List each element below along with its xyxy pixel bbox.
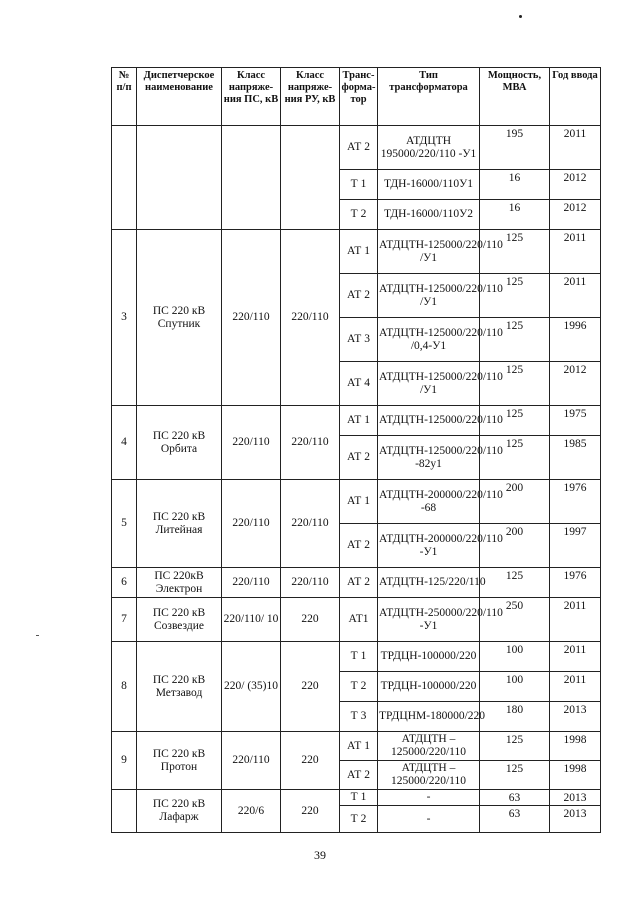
header-ru-class: Класс напряже-ния РУ, кВ: [281, 68, 340, 126]
row-year: 2011: [550, 598, 601, 642]
row-name: ПС 220 кВ Созвездие: [137, 598, 222, 642]
row-year: 2013: [550, 702, 601, 732]
row-ps-class: 220/110: [222, 568, 281, 598]
row-name: [137, 126, 222, 230]
row-ru-class: 220: [281, 598, 340, 642]
table-row: [112, 126, 601, 170]
row-transformer: АТ1: [340, 598, 378, 642]
table-row: [112, 406, 601, 436]
table-row: [112, 480, 601, 524]
row-type: АТДЦТН-200000/220/110 -68: [378, 480, 480, 524]
row-transformer: АТ 1: [340, 732, 378, 761]
row-transformer: АТ 1: [340, 480, 378, 524]
row-no: 7: [112, 598, 137, 642]
table-row: [112, 642, 601, 672]
row-ps-class: 220/110/ 10: [222, 598, 281, 642]
row-power: 125: [480, 230, 550, 274]
table-row: [112, 732, 601, 761]
row-transformer: Т 3: [340, 702, 378, 732]
row-year: 2012: [550, 170, 601, 200]
header-power: Мощность, МВА: [480, 68, 550, 126]
row-year: 2011: [550, 672, 601, 702]
row-power: 63: [480, 806, 550, 833]
row-transformer: АТ 4: [340, 362, 378, 406]
header-transformer: Транс-форма-тор: [340, 68, 378, 126]
row-ru-class: [281, 126, 340, 230]
row-type: АТДЦТН-125000/220/110 /У1: [378, 230, 480, 274]
row-power: 125: [480, 732, 550, 761]
row-ps-class: 220/110: [222, 230, 281, 406]
row-no: 5: [112, 480, 137, 568]
row-power: 63: [480, 790, 550, 806]
row-name: ПС 220 кВ Литейная: [137, 480, 222, 568]
row-type: АТДЦТН-125000/220/110 /У1: [378, 362, 480, 406]
row-year: 2011: [550, 126, 601, 170]
row-transformer: АТ 2: [340, 436, 378, 480]
row-year: 2012: [550, 362, 601, 406]
header-ps-class: Класс напряже-ния ПС, кВ: [222, 68, 281, 126]
row-no: [112, 790, 137, 833]
table-row: [112, 790, 601, 806]
row-ps-class: 220/110: [222, 480, 281, 568]
scan-dot: [519, 15, 522, 18]
row-type: АТДЦТН 195000/220/110 -У1: [378, 126, 480, 170]
row-type: АТДЦТН-125000/220/110 -82у1: [378, 436, 480, 480]
row-ps-class: 220/110: [222, 406, 281, 480]
row-ps-class: 220/6: [222, 790, 281, 833]
row-name: ПС 220 кВ Орбита: [137, 406, 222, 480]
row-type: АТДЦТН-125000/220/110 /У1: [378, 274, 480, 318]
row-year: 2011: [550, 642, 601, 672]
row-power: 250: [480, 598, 550, 642]
header-type: Тип трансформатора: [378, 68, 480, 126]
row-year: 1976: [550, 568, 601, 598]
row-type: ТРДЦНМ-180000/220: [378, 702, 480, 732]
row-year: 1975: [550, 406, 601, 436]
row-year: 1997: [550, 524, 601, 568]
row-no: 8: [112, 642, 137, 732]
row-type: АТДЦТН-200000/220/110 -У1: [378, 524, 480, 568]
row-year: 2012: [550, 200, 601, 230]
row-ps-class: 220/ (35)10: [222, 642, 281, 732]
row-type: АТДЦТН-125/220/110: [378, 568, 480, 598]
row-transformer: Т 2: [340, 806, 378, 833]
row-name: ПС 220 кВ Спутник: [137, 230, 222, 406]
row-power: 16: [480, 170, 550, 200]
row-transformer: Т 2: [340, 672, 378, 702]
header-no: № п/п: [112, 68, 137, 126]
row-no: 3: [112, 230, 137, 406]
row-power: 125: [480, 761, 550, 790]
row-year: 2011: [550, 274, 601, 318]
row-power: 200: [480, 480, 550, 524]
row-transformer: АТ 1: [340, 230, 378, 274]
row-transformer: АТ 2: [340, 568, 378, 598]
row-type: АТДЦТН-125000/220/110 /0,4-У1: [378, 318, 480, 362]
row-transformer: Т 1: [340, 642, 378, 672]
row-name: ПС 220 кВ Протон: [137, 732, 222, 790]
table-row: [112, 230, 601, 274]
row-no: 6: [112, 568, 137, 598]
header-row: [112, 68, 601, 126]
row-power: 200: [480, 524, 550, 568]
row-no: 9: [112, 732, 137, 790]
transformer-table: [111, 67, 601, 833]
row-power: 125: [480, 318, 550, 362]
row-transformer: Т 1: [340, 170, 378, 200]
row-type: ТДН-16000/110У1: [378, 170, 480, 200]
row-transformer: АТ 2: [340, 274, 378, 318]
row-ru-class: 220: [281, 732, 340, 790]
row-transformer: АТ 1: [340, 406, 378, 436]
row-power: 195: [480, 126, 550, 170]
row-transformer: АТ 2: [340, 524, 378, 568]
header-year: Год ввода: [550, 68, 601, 126]
row-power: 100: [480, 672, 550, 702]
row-ru-class: 220/110: [281, 480, 340, 568]
row-type: -: [378, 806, 480, 833]
row-power: 16: [480, 200, 550, 230]
row-power: 125: [480, 274, 550, 318]
row-name: ПС 220кВ Электрон: [137, 568, 222, 598]
row-name: ПС 220 кВ Лафарж: [137, 790, 222, 833]
row-transformer: Т 1: [340, 790, 378, 806]
row-year: 2013: [550, 806, 601, 833]
row-transformer: АТ 3: [340, 318, 378, 362]
row-ru-class: 220/110: [281, 568, 340, 598]
row-type: АТДЦТН – 125000/220/110: [378, 732, 480, 761]
page-number: 39: [314, 848, 326, 862]
row-transformer: АТ 2: [340, 761, 378, 790]
row-power: 100: [480, 642, 550, 672]
row-ru-class: 220/110: [281, 406, 340, 480]
scan-mark: [36, 635, 39, 636]
row-year: 1998: [550, 732, 601, 761]
row-year: 1985: [550, 436, 601, 480]
row-year: 1976: [550, 480, 601, 524]
row-type: -: [378, 790, 480, 806]
row-ps-class: [222, 126, 281, 230]
row-ru-class: 220: [281, 642, 340, 732]
row-year: 1996: [550, 318, 601, 362]
row-year: 2013: [550, 790, 601, 806]
row-ru-class: 220/110: [281, 230, 340, 406]
row-type: ТРДЦН-100000/220: [378, 672, 480, 702]
row-no: 4: [112, 406, 137, 480]
row-no: [112, 126, 137, 230]
table-row: [112, 568, 601, 598]
header-name: Диспетчерское наименование: [137, 68, 222, 126]
row-power: 125: [480, 362, 550, 406]
row-power: 125: [480, 436, 550, 480]
row-name: ПС 220 кВ Метзавод: [137, 642, 222, 732]
row-year: 1998: [550, 761, 601, 790]
row-type: АТДЦТН – 125000/220/110: [378, 761, 480, 790]
row-year: 2011: [550, 230, 601, 274]
row-ps-class: 220/110: [222, 732, 281, 790]
row-transformer: Т 2: [340, 200, 378, 230]
row-type: ТДН-16000/110У2: [378, 200, 480, 230]
table-row: [112, 598, 601, 642]
row-type: ТРДЦН-100000/220: [378, 642, 480, 672]
row-type: АТДЦТН-125000/220/110: [378, 406, 480, 436]
row-type: АТДЦТН-250000/220/110 -У1: [378, 598, 480, 642]
row-ru-class: 220: [281, 790, 340, 833]
row-power: 180: [480, 702, 550, 732]
row-power: 125: [480, 568, 550, 598]
row-transformer: АТ 2: [340, 126, 378, 170]
row-power: 125: [480, 406, 550, 436]
